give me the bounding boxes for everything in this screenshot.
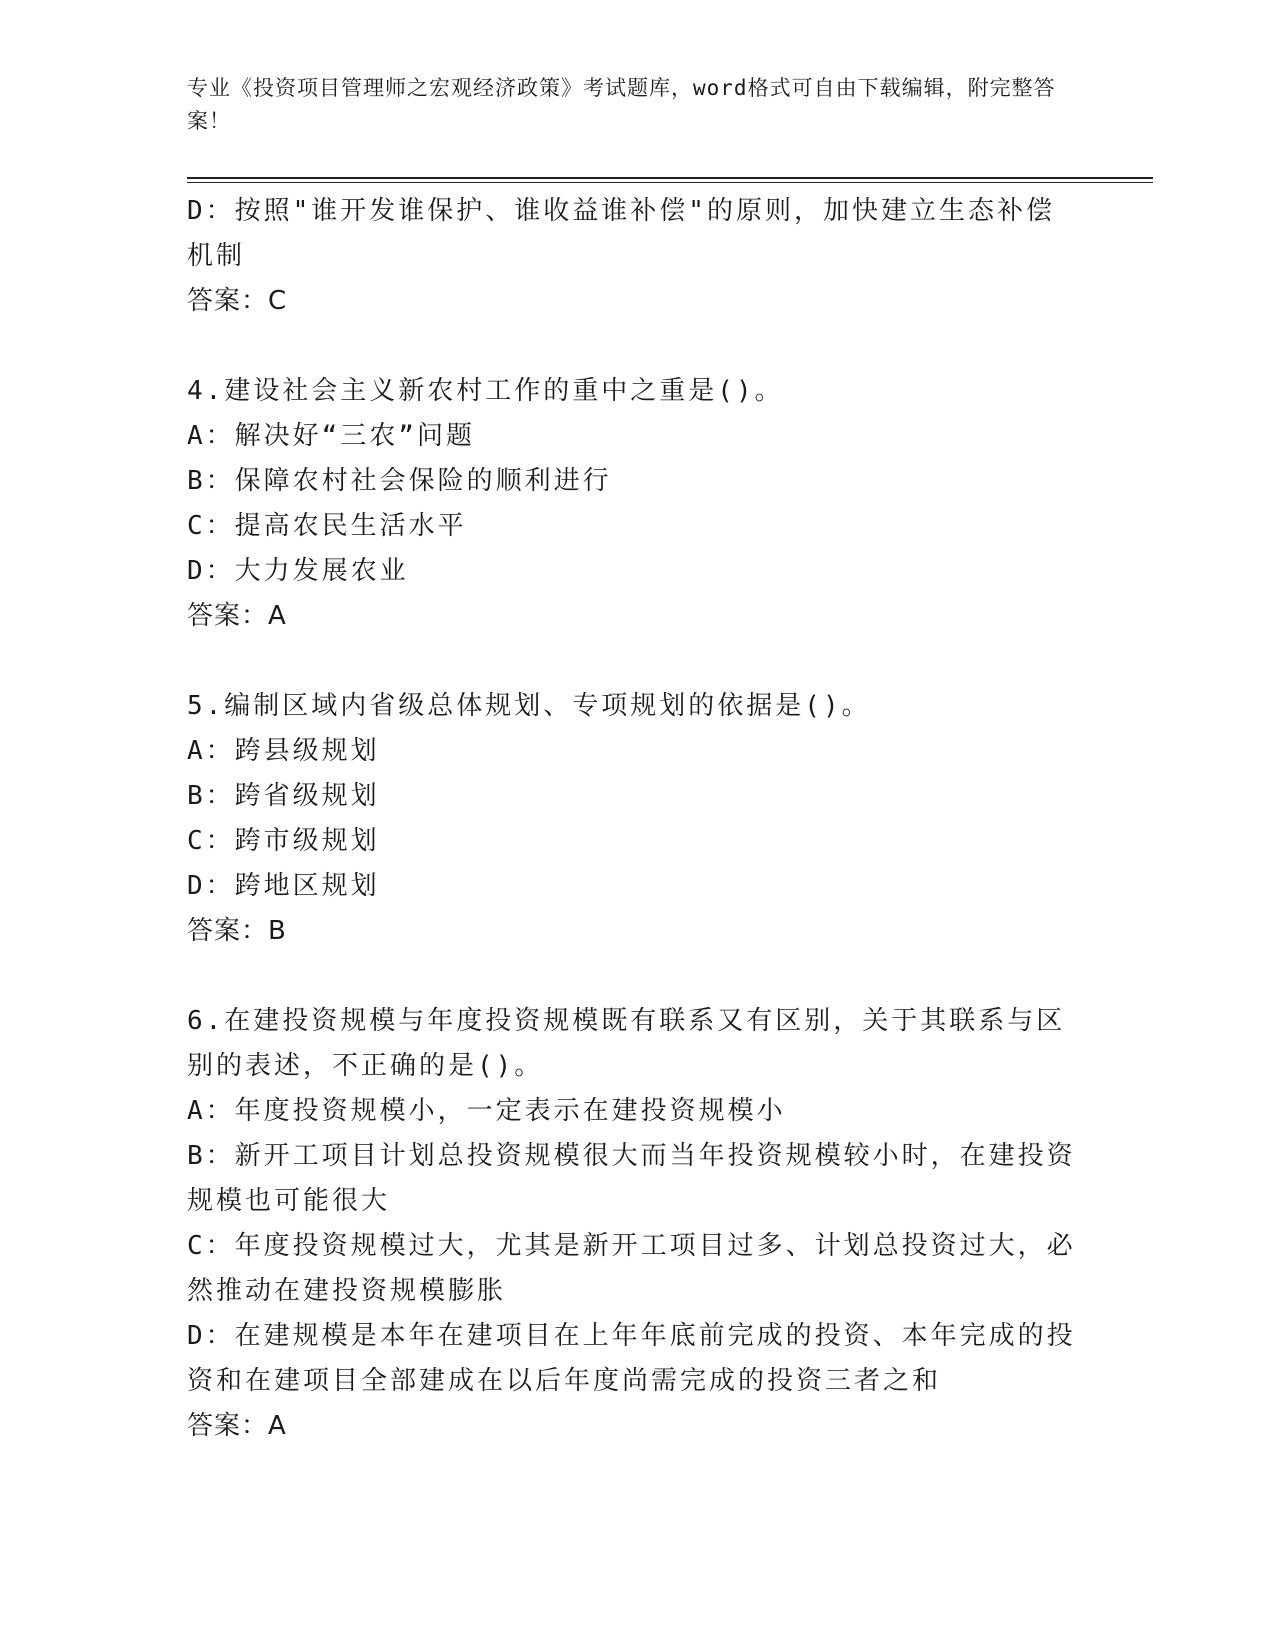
question-content bbox=[187, 189, 1077, 1449]
q4-stem: 4.建设社会主义新农村工作的重中之重是()。 bbox=[187, 376, 784, 406]
q6-answer: 答案：A bbox=[187, 1411, 287, 1441]
q5-option-d: D：跨地区规划 bbox=[187, 871, 380, 901]
q5-answer: 答案：B bbox=[187, 916, 287, 946]
header-divider-thick bbox=[187, 177, 1153, 179]
question-3-tail bbox=[187, 189, 1077, 324]
q4-option-c: C：提高农民生活水平 bbox=[187, 511, 467, 541]
document-header: 专业《投资项目管理师之宏观经济政策》考试题库，word格式可自由下载编辑，附完整答案！ bbox=[187, 76, 1056, 133]
q6-option-a: A：年度投资规模小，一定表示在建投资规模小 bbox=[187, 1096, 786, 1126]
q5-stem: 5.编制区域内省级总体规划、专项规划的依据是()。 bbox=[187, 691, 871, 721]
spacer bbox=[187, 639, 1077, 684]
q5-option-c: C：跨市级规划 bbox=[187, 826, 380, 856]
q6-option-c: C：年度投资规模过大，尤其是新开工项目过多、计划总投资过大，必然推动在建投资规模膨胀 bbox=[187, 1231, 1076, 1306]
spacer bbox=[187, 954, 1077, 999]
question-5 bbox=[187, 684, 1077, 954]
q6-option-b: B：新开工项目计划总投资规模很大而当年投资规模较小时，在建投资规模也可能很大 bbox=[187, 1141, 1076, 1216]
q4-answer: 答案：A bbox=[187, 601, 287, 631]
q3-answer: 答案：C bbox=[187, 286, 288, 316]
q4-option-b: B：保障农村社会保险的顺利进行 bbox=[187, 466, 612, 496]
q6-option-d: D：在建规模是本年在建项目在上年年底前完成的投资、本年完成的投资和在建项目全部建成在以后年度尚需完成的投资三者之和 bbox=[187, 1321, 1076, 1396]
q5-option-a: A：跨县级规划 bbox=[187, 736, 380, 766]
q6-stem: 6.在建投资规模与年度投资规模既有联系又有区别，关于其联系与区别的表述，不正确的是()。 bbox=[187, 1006, 1066, 1081]
q4-option-d: D：大力发展农业 bbox=[187, 556, 409, 586]
question-6 bbox=[187, 999, 1077, 1449]
q4-option-a: A：解决好“三农”问题 bbox=[187, 421, 475, 451]
q5-option-b: B：跨省级规划 bbox=[187, 781, 380, 811]
question-4 bbox=[187, 369, 1077, 639]
q3-option-d: D：按照"谁开发谁保护、谁收益谁补偿"的原则，加快建立生态补偿机制 bbox=[187, 196, 1055, 271]
spacer bbox=[187, 324, 1077, 369]
header-divider-thin bbox=[187, 182, 1153, 183]
